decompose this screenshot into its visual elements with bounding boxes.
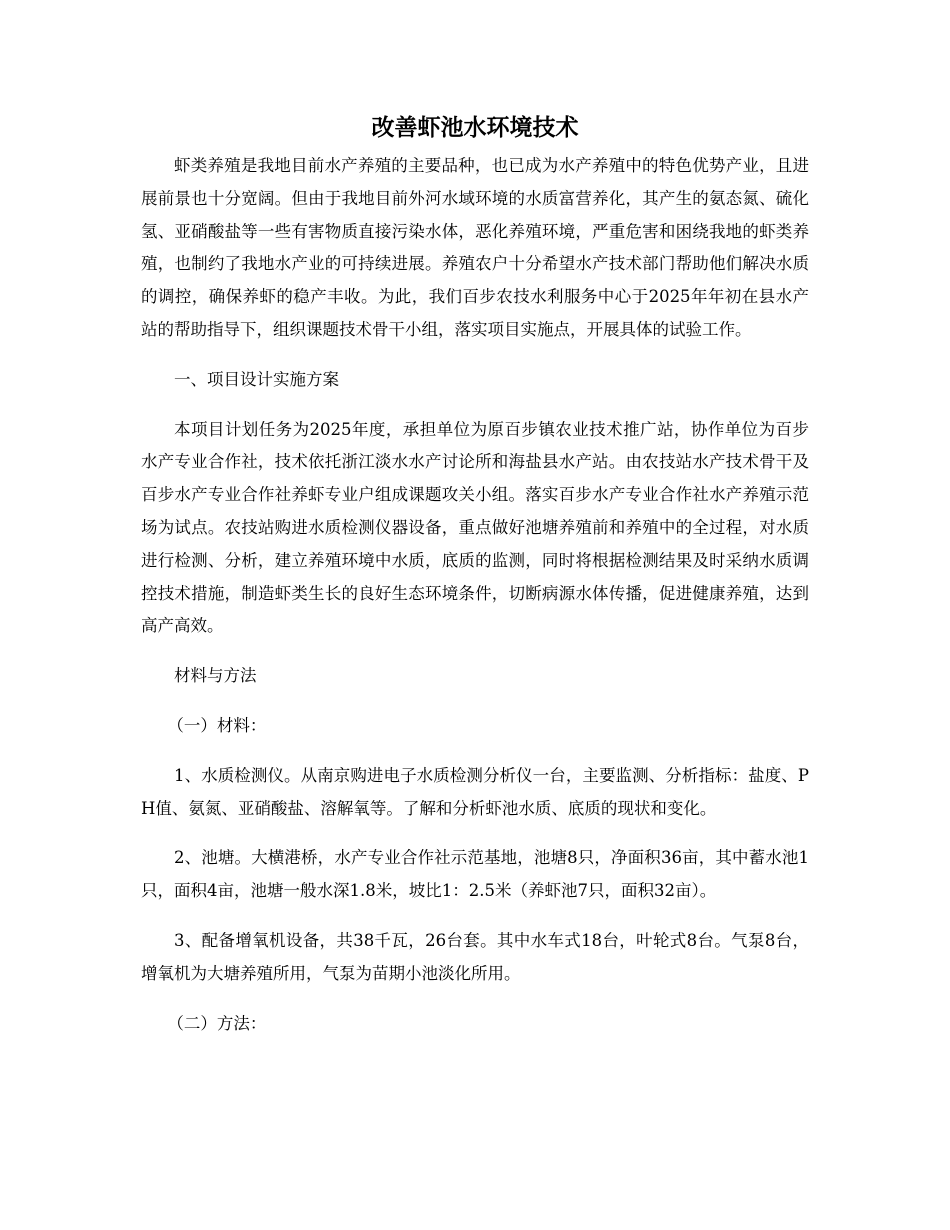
section-heading-project-plan: 一、项目设计实施方案 (174, 369, 339, 389)
document-title: 改善虾池水环境技术 (371, 115, 579, 141)
materials-item-water-tester: 1、水质检测仪。从南京购进电子水质检测分析仪一台，主要监测、分析指标：盐度、PH值、氨氮、亚硝酸盐、溶解氧等。了解和分析虾池水质、底质的现状和变化。 (141, 765, 809, 818)
project-plan-paragraph: 本项目计划任务为2025年度，承担单位为原百步镇农业技术推广站，协作单位为百步水产专业合作社，技术依托浙江淡水水产讨论所和海盐县水产站。由农技站水产技术骨干及百步水产专业合作社养虾专业户组成课题攻关小组。落实百步水产专业合作社水产养殖示范场为试点。农技站购进水质检测仪器设备，重点做好池塘养殖前和养殖中的全过程，对水质进行检测、分析，建立养殖环境中水质，底质的监测，同时将根据检测结果及时采纳水质调控技术措施，制造虾类生长的良好生态环境条件，切断病源水体传播，促进健康养殖，达到高产高效。 (141, 419, 809, 636)
section-heading-materials-methods: 材料与方法 (174, 666, 257, 686)
materials-item-aerators: 3、配备增氧机设备，共38千瓦，26台套。其中水车式18台，叶轮式8台。气泵8台，增氧机为大塘养殖所用，气泵为苗期小池淡化所用。 (141, 930, 809, 983)
intro-paragraph: 虾类养殖是我地目前水产养殖的主要品种，也已成为水产养殖中的特色优势产业，且进展前景也十分宽阔。但由于我地目前外河水域环境的水质富营养化，其产生的氨态氮、硫化氢、亚硝酸盐等一些有害物质直接污染水体，恶化养殖环境，严重危害和困绕我地的虾类养殖，也制约了我地水产业的可持续进展。养殖农户十分希望水产技术部门帮助他们解决水质的调控，确保养虾的稳产丰收。为此，我们百步农技水利服务中心于2025年年初在县水产站的帮助指导下，组织课题技术骨干小组，落实项目实施点，开展具体的试验工作。 (141, 156, 809, 339)
subheading-methods: （二）方法： (167, 1013, 267, 1033)
materials-item-ponds: 2、池塘。大横港桥，水产专业合作社示范基地，池塘8只，净面积36亩，其中蓄水池1只，面积4亩，池塘一般水深1.8米，坡比1：2.5米（养虾池7只，面积32亩）。 (141, 848, 809, 901)
subheading-materials: （一）材料： (167, 715, 267, 735)
document-body (141, 150, 809, 1057)
